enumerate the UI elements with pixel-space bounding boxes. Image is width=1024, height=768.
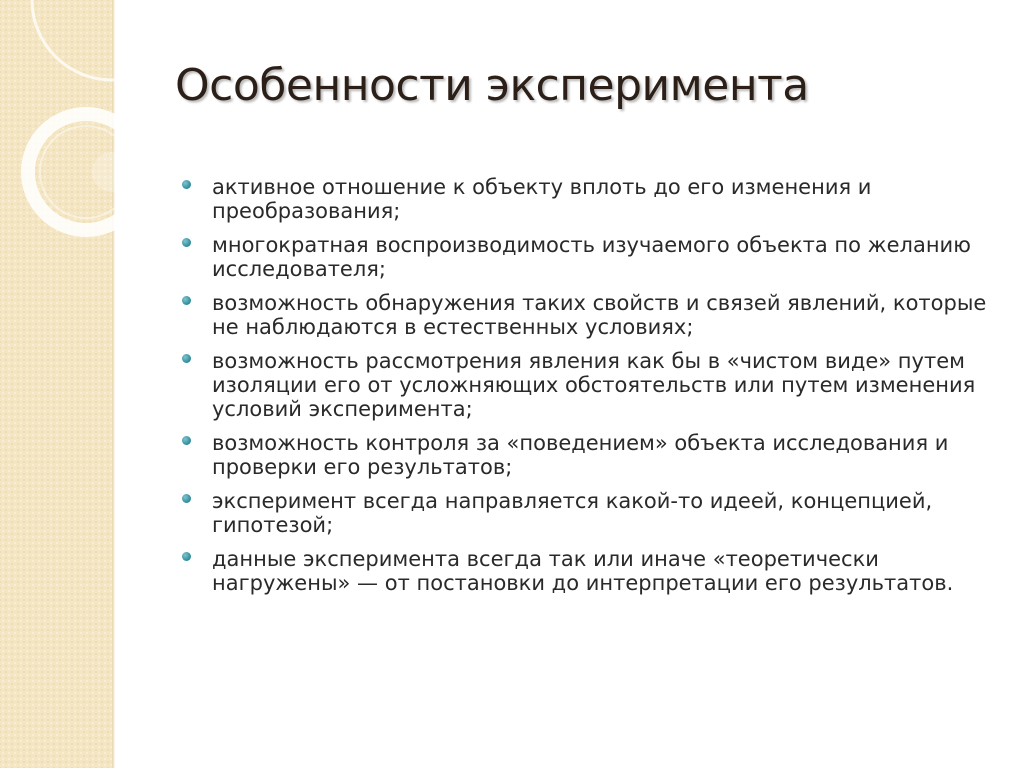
- bullet-item: [180, 291, 992, 339]
- bullet-text: возможность обнаружения таких свойств и связей явлений, которые не наблюдаются в естественных условиях;: [212, 291, 987, 339]
- bullet-dot-icon: [182, 552, 191, 561]
- side-panel: [0, 0, 112, 768]
- bullet-text: многократная воспроизводимость изучаемого объекта по желанию исследователя;: [212, 233, 971, 281]
- bullet-item: [180, 547, 992, 595]
- bullet-dot-icon: [182, 180, 191, 189]
- bullet-text: возможность контроля за «поведением» объекта исследования и проверки его результатов;: [212, 431, 949, 479]
- bullet-text: данные эксперимента всегда так или иначе «теоретически нагружены» — от постановки до интерпретации его результатов.: [212, 547, 954, 595]
- bullet-item: [180, 175, 992, 223]
- side-panel-edge: [112, 0, 115, 768]
- bullet-text: возможность рассмотрения явления как бы в «чистом виде» путем изоляции его от усложняющих обстоятельств или путем изменения условий эксперимента;: [212, 349, 976, 421]
- bullet-item: [180, 489, 992, 537]
- bullet-text: активное отношение к объекту вплоть до его изменения и преобразования;: [212, 175, 872, 223]
- bullet-dot-icon: [182, 296, 191, 305]
- bullet-item: [180, 431, 992, 479]
- bullet-dot-icon: [182, 436, 191, 445]
- bullet-dot-icon: [182, 494, 191, 503]
- bullet-dot-icon: [182, 238, 191, 247]
- bullet-item: [180, 233, 992, 281]
- bullet-list: [180, 175, 992, 605]
- bullet-item: [180, 349, 992, 421]
- slide-title: Особенности эксперимента: [175, 60, 809, 111]
- bullet-dot-icon: [182, 354, 191, 363]
- bullet-text: эксперимент всегда направляется какой-то идеей, концепцией, гипотезой;: [212, 489, 933, 537]
